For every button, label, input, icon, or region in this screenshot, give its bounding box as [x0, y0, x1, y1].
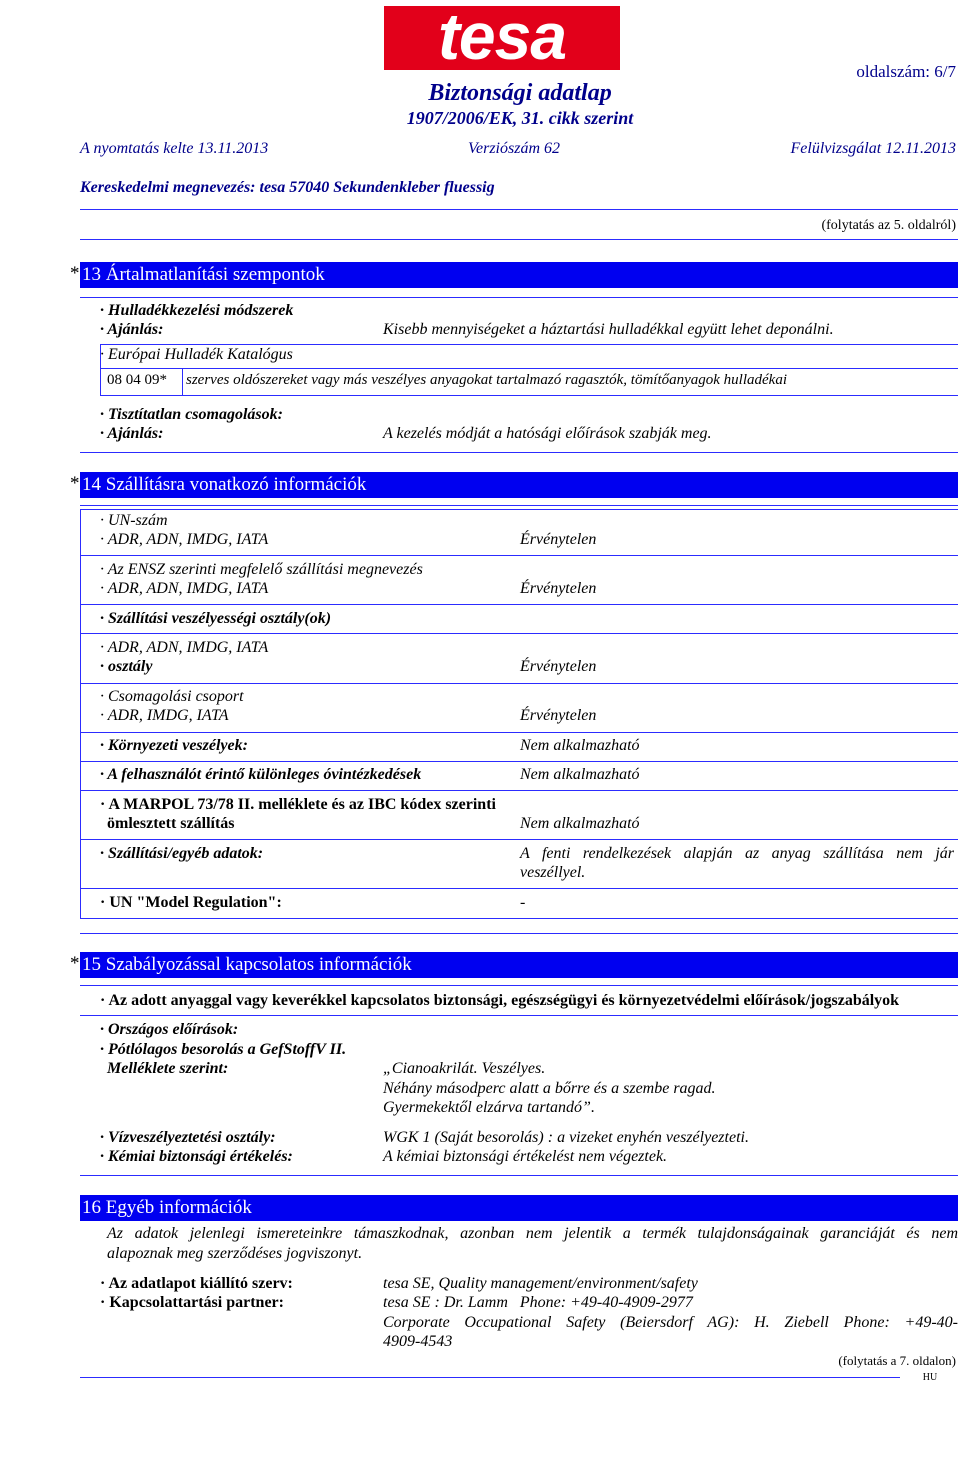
gefstoffv-value-line-2: Néhány másodperc alatt a bőrre és a szembe ragad.: [383, 1080, 716, 1097]
continued-to: (folytatás a 7. oldalon): [838, 1353, 956, 1368]
marpol-label-line-1: · A MARPOL 73/78 II. melléklete és az IBC kódex szerinti: [100, 796, 496, 813]
transport-other-value-2: veszéllyel.: [520, 864, 586, 881]
continued-from: (folytatás az 5. oldalról): [821, 218, 956, 233]
gefstoffv-label-line-2: Melléklete szerint:: [107, 1060, 229, 1077]
section-13-heading: 13 Ártalmatlanítási szempontok: [80, 262, 958, 288]
section-15-heading: 15 Szabályozással kapcsolatos információk: [80, 952, 958, 978]
gefstoffv-value-line-3: Gyermekektől elzárva tartandó”.: [383, 1099, 595, 1116]
rule: [80, 452, 958, 453]
mode-label-4: · ADR, IMDG, IATA: [100, 707, 229, 724]
ewc-description: szerves oldószereket vagy más veszélyes anyagokat tartalmazó ragasztók, tömítőanyagok hulladékai: [186, 372, 787, 388]
waste-methods-label: · Hulladékkezelési módszerek: [100, 302, 294, 319]
un-number-value: Érvénytelen: [520, 531, 597, 548]
mode-label-3: · ADR, ADN, IMDG, IATA: [100, 639, 269, 656]
contact-value-line-2: Corporate Occupational Safety (Beiersdorf AG): H. Ziebell Phone: +49-40-: [383, 1314, 958, 1331]
recommendation-2-value: A kezelés módját a hatósági előírások szabják meg.: [383, 425, 712, 442]
contact-value-line-3: 4909-4543: [383, 1333, 453, 1350]
regulations-label: · Az adott anyaggal vagy keverékkel kapcsolatos biztonsági, egészségügyi és környezetvédelmi előírások/jogszabályok: [100, 992, 900, 1009]
transport-other-value-1: A fenti rendelkezések alapján az anyag szállítása nem jár: [520, 845, 954, 862]
chemical-safety-assessment-label: · Kémiai biztonsági értékelés:: [100, 1148, 293, 1165]
ewc-label: · Európai Hulladék Katalógus: [100, 346, 293, 363]
national-regulations-label: · Országos előírások:: [100, 1021, 239, 1038]
class-value: Érvénytelen: [520, 658, 597, 675]
recommendation-value: Kisebb mennyiségeket a háztartási hulladékkal együtt lehet deponálni.: [383, 321, 834, 338]
section-14-heading: 14 Szállításra vonatkozó információk: [80, 472, 958, 498]
trade-name: Kereskedelmi megnevezés: tesa 57040 Sekundenkleber fluessig: [80, 179, 495, 196]
page-number: oldalszám: 6/7: [856, 62, 956, 81]
un-number-label: · UN-szám: [100, 512, 168, 529]
document-subtitle: 1907/2006/EK, 31. cikk szerint: [406, 108, 634, 128]
language-code: HU: [900, 1372, 960, 1384]
special-precautions-label: · A felhasználót érintő különleges óvintézkedések: [100, 766, 422, 783]
print-date: A nyomtatás kelte 13.11.2013: [80, 140, 269, 157]
revision-date: Felülvizsgálat 12.11.2013: [790, 140, 956, 157]
contact-value-line-1: tesa SE : Dr. Lamm Phone: +49-40-4909-2977: [383, 1294, 693, 1311]
ewc-code: 08 04 09*: [107, 372, 167, 388]
transport-other-label: · Szállítási/egyéb adatok:: [100, 845, 264, 862]
header-rule: [80, 209, 958, 210]
footer-rule: [80, 1377, 958, 1378]
rule: [80, 933, 958, 934]
mode-label-1: · ADR, ADN, IMDG, IATA: [100, 531, 269, 548]
rule: [80, 1015, 958, 1016]
tesa-logo: [384, 0, 620, 73]
section-16-heading: 16 Egyéb információk: [80, 1195, 958, 1221]
water-hazard-class-value: WGK 1 (Saját besorolás) : a vizeket enyhén veszélyezteti.: [383, 1129, 749, 1146]
mode-label-2: · ADR, ADN, IMDG, IATA: [100, 580, 269, 597]
recommendation-2-label: · Ajánlás:: [100, 425, 164, 442]
revision-star: *: [70, 263, 80, 284]
disclaimer-line-2: alapoznak meg szerződéses jogviszonyt.: [107, 1245, 363, 1262]
logo-text: tesa: [437, 0, 567, 73]
gefstoffv-value-line-1: „Cianoakrilát. Veszélyes.: [383, 1060, 546, 1077]
issuer-label: · Az adatlapot kiállító szerv:: [100, 1275, 293, 1292]
packing-group-label: · Csomagolási csoport: [100, 688, 244, 705]
uncleaned-packaging-label: · Tisztítatlan csomagolások:: [100, 406, 283, 423]
marpol-label-line-2: ömlesztett szállítás: [107, 815, 235, 832]
gefstoffv-label-line-1: · Pótlólagos besorolás a GefStoffV II.: [100, 1041, 347, 1058]
water-hazard-class-label: · Vízveszélyeztetési osztály:: [100, 1129, 276, 1146]
class-label: · osztály: [100, 658, 153, 675]
contact-label: · Kapcsolattartási partner:: [100, 1294, 284, 1311]
version: Verziószám 62: [468, 140, 561, 157]
chemical-safety-assessment-value: A kémiai biztonsági értékelést nem végeztek.: [383, 1148, 668, 1165]
marpol-value: Nem alkalmazható: [520, 815, 640, 832]
hazard-class-label: · Szállítási veszélyességi osztály(ok): [100, 610, 332, 627]
rule: [80, 1175, 958, 1176]
issuer-value: tesa SE, Quality management/environment/safety: [383, 1275, 698, 1292]
environmental-hazards-label: · Környezeti veszélyek:: [100, 737, 248, 754]
special-precautions-value: Nem alkalmazható: [520, 766, 640, 783]
revision-star: *: [70, 953, 80, 974]
packing-group-value: Érvénytelen: [520, 707, 597, 724]
environmental-hazards-value: Nem alkalmazható: [520, 737, 640, 754]
un-model-regulation-label: · UN "Model Regulation":: [100, 894, 282, 911]
rule: [80, 239, 958, 240]
revision-star: *: [70, 473, 80, 494]
document-title: Biztonsági adatlap: [428, 80, 612, 106]
rule: [80, 297, 958, 298]
recommendation-label: · Ajánlás:: [100, 321, 164, 338]
rule: [80, 985, 958, 986]
proper-shipping-name-value: Érvénytelen: [520, 580, 597, 597]
un-model-regulation-value: -: [520, 894, 526, 911]
disclaimer-line-1: Az adatok jelenlegi ismereteinkre támaszkodnak, azonban nem jelentik a termék tulajdonságainak garanciáját és nem: [107, 1225, 958, 1242]
proper-shipping-name-label: · Az ENSZ szerinti megfelelő szállítási megnevezés: [100, 561, 423, 578]
rule: [80, 505, 958, 506]
